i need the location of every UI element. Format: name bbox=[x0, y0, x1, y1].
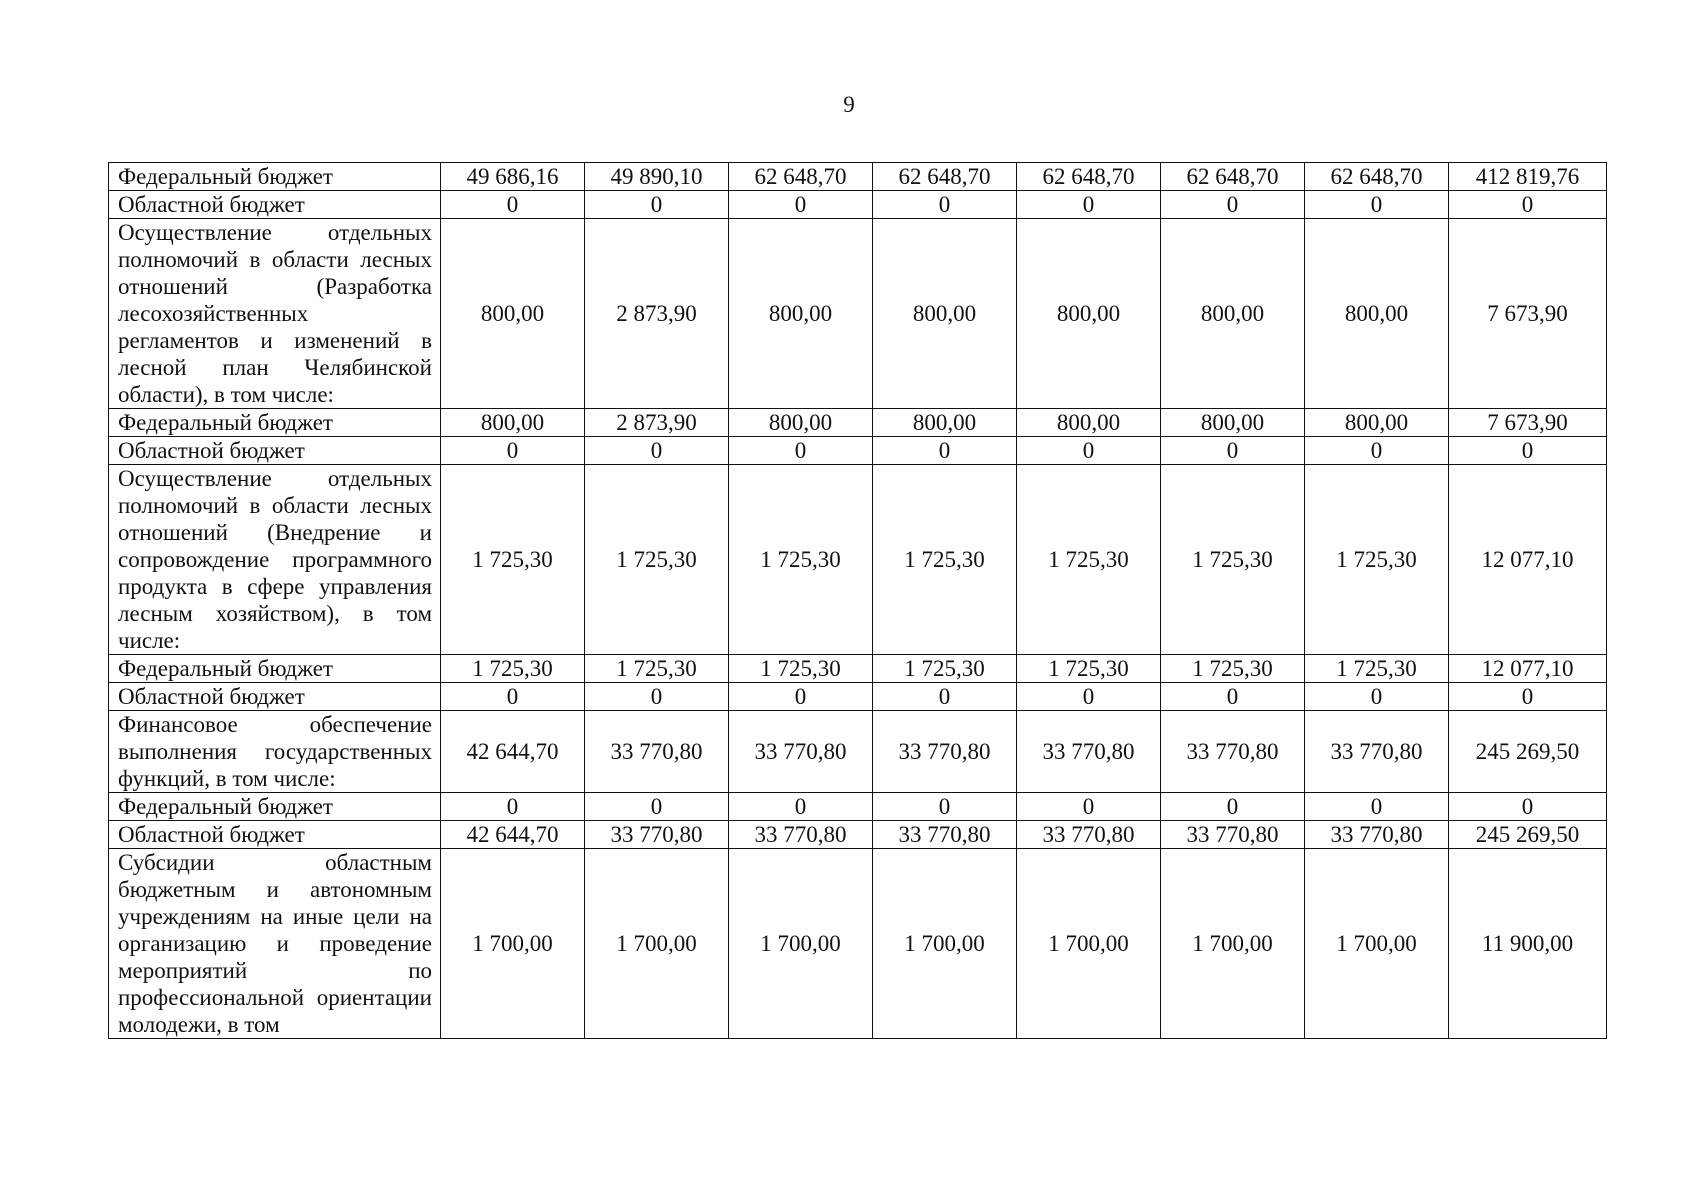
table-cell: 62 648,70 bbox=[1305, 163, 1449, 191]
table-cell: 1 725,30 bbox=[873, 465, 1017, 655]
table-cell: 11 900,00 bbox=[1449, 849, 1607, 1039]
table-cell: 1 700,00 bbox=[441, 849, 585, 1039]
table-cell: 0 bbox=[441, 437, 585, 465]
table-cell: 800,00 bbox=[729, 219, 873, 409]
table-cell: 0 bbox=[1449, 191, 1607, 219]
row-label: Областной бюджет bbox=[109, 191, 441, 219]
table-cell: 1 700,00 bbox=[1161, 849, 1305, 1039]
row-label: Федеральный бюджет bbox=[109, 409, 441, 437]
table-row bbox=[109, 163, 1607, 191]
table-cell: 2 873,90 bbox=[585, 219, 729, 409]
table-cell: 0 bbox=[585, 793, 729, 821]
table-cell: 1 700,00 bbox=[585, 849, 729, 1039]
table-cell: 62 648,70 bbox=[1161, 163, 1305, 191]
table-cell: 33 770,80 bbox=[1161, 821, 1305, 849]
table-cell: 1 700,00 bbox=[1305, 849, 1449, 1039]
table-cell: 62 648,70 bbox=[873, 163, 1017, 191]
table-cell: 0 bbox=[1161, 793, 1305, 821]
table-cell: 0 bbox=[441, 683, 585, 711]
table-cell: 33 770,80 bbox=[873, 711, 1017, 793]
row-label: Федеральный бюджет bbox=[109, 163, 441, 191]
table-cell: 0 bbox=[1161, 683, 1305, 711]
table-cell: 800,00 bbox=[729, 409, 873, 437]
table-cell: 33 770,80 bbox=[1017, 821, 1161, 849]
table-cell: 42 644,70 bbox=[441, 711, 585, 793]
table-cell: 12 077,10 bbox=[1449, 655, 1607, 683]
row-label: Областной бюджет bbox=[109, 821, 441, 849]
table-cell: 0 bbox=[729, 437, 873, 465]
table-cell: 33 770,80 bbox=[1161, 711, 1305, 793]
table-cell: 800,00 bbox=[1017, 219, 1161, 409]
table-cell: 245 269,50 bbox=[1449, 711, 1607, 793]
table-cell: 33 770,80 bbox=[873, 821, 1017, 849]
row-label: Финансовое обеспечение выполнения государственных функций, в том числе: bbox=[109, 711, 441, 793]
table-cell: 0 bbox=[1305, 683, 1449, 711]
table-cell: 0 bbox=[729, 191, 873, 219]
table-cell: 42 644,70 bbox=[441, 821, 585, 849]
row-label: Федеральный бюджет bbox=[109, 793, 441, 821]
table-cell: 0 bbox=[1449, 437, 1607, 465]
table-cell: 33 770,80 bbox=[729, 711, 873, 793]
table-cell: 0 bbox=[873, 793, 1017, 821]
table-cell: 0 bbox=[1017, 683, 1161, 711]
table-row bbox=[109, 711, 1607, 793]
table-cell: 800,00 bbox=[1161, 219, 1305, 409]
table-cell: 800,00 bbox=[441, 219, 585, 409]
table-cell: 1 725,30 bbox=[729, 655, 873, 683]
table-cell: 0 bbox=[729, 683, 873, 711]
table-row bbox=[109, 465, 1607, 655]
table-cell: 33 770,80 bbox=[585, 821, 729, 849]
table-row bbox=[109, 793, 1607, 821]
table-cell: 1 700,00 bbox=[873, 849, 1017, 1039]
table-row bbox=[109, 655, 1607, 683]
table-cell: 0 bbox=[1017, 793, 1161, 821]
table-cell: 800,00 bbox=[1305, 409, 1449, 437]
table-cell: 0 bbox=[873, 437, 1017, 465]
table-cell: 49 890,10 bbox=[585, 163, 729, 191]
table-cell: 33 770,80 bbox=[729, 821, 873, 849]
row-label: Областной бюджет bbox=[109, 437, 441, 465]
table-cell: 62 648,70 bbox=[729, 163, 873, 191]
table-cell: 0 bbox=[1017, 191, 1161, 219]
table-cell: 0 bbox=[585, 191, 729, 219]
table-cell: 1 725,30 bbox=[1305, 465, 1449, 655]
table-cell: 1 725,30 bbox=[1017, 655, 1161, 683]
row-label: Областной бюджет bbox=[109, 683, 441, 711]
table-cell: 33 770,80 bbox=[1017, 711, 1161, 793]
table-cell: 1 700,00 bbox=[1017, 849, 1161, 1039]
table-row bbox=[109, 683, 1607, 711]
table-cell: 800,00 bbox=[1161, 409, 1305, 437]
table-cell: 1 725,30 bbox=[1305, 655, 1449, 683]
table-cell: 0 bbox=[1017, 437, 1161, 465]
table-cell: 33 770,80 bbox=[585, 711, 729, 793]
table-cell: 0 bbox=[873, 683, 1017, 711]
table-cell: 7 673,90 bbox=[1449, 409, 1607, 437]
table-cell: 800,00 bbox=[441, 409, 585, 437]
row-label: Субсидии областным бюджетным и автономным учреждениям на иные цели на организацию и проведение мероприятий по профессиональной ориентации молодежи, в том bbox=[109, 849, 441, 1039]
table-cell: 412 819,76 bbox=[1449, 163, 1607, 191]
table-cell: 0 bbox=[441, 191, 585, 219]
table-cell: 33 770,80 bbox=[1305, 711, 1449, 793]
budget-table-body bbox=[109, 163, 1607, 1039]
table-cell: 800,00 bbox=[1305, 219, 1449, 409]
table-cell: 1 725,30 bbox=[441, 655, 585, 683]
table-cell: 1 725,30 bbox=[585, 655, 729, 683]
table-cell: 0 bbox=[1305, 437, 1449, 465]
table-cell: 1 725,30 bbox=[873, 655, 1017, 683]
table-cell: 0 bbox=[441, 793, 585, 821]
table-cell: 1 725,30 bbox=[1161, 655, 1305, 683]
page-number: 9 bbox=[843, 92, 855, 117]
table-cell: 1 700,00 bbox=[729, 849, 873, 1039]
table-row bbox=[109, 409, 1607, 437]
table-cell: 0 bbox=[729, 793, 873, 821]
table-cell: 2 873,90 bbox=[585, 409, 729, 437]
table-cell: 800,00 bbox=[873, 219, 1017, 409]
table-cell: 49 686,16 bbox=[441, 163, 585, 191]
table-cell: 0 bbox=[1449, 793, 1607, 821]
table-row bbox=[109, 821, 1607, 849]
table-cell: 1 725,30 bbox=[729, 465, 873, 655]
table-cell: 0 bbox=[1305, 191, 1449, 219]
table-row bbox=[109, 219, 1607, 409]
table-cell: 1 725,30 bbox=[585, 465, 729, 655]
table-cell: 33 770,80 bbox=[1305, 821, 1449, 849]
row-label: Осуществление отдельных полномочий в области лесных отношений (Внедрение и сопровождение программного продукта в сфере управления лесным хозяйством), в том числе: bbox=[109, 465, 441, 655]
table-cell: 800,00 bbox=[1017, 409, 1161, 437]
row-label: Осуществление отдельных полномочий в области лесных отношений (Разработка лесохозяйственных регламентов и изменений в лесной план Челябинской области), в том числе: bbox=[109, 219, 441, 409]
table-cell: 12 077,10 bbox=[1449, 465, 1607, 655]
table-cell: 800,00 bbox=[873, 409, 1017, 437]
table-cell: 0 bbox=[585, 437, 729, 465]
table-cell: 0 bbox=[1449, 683, 1607, 711]
table-cell: 7 673,90 bbox=[1449, 219, 1607, 409]
table-cell: 1 725,30 bbox=[1161, 465, 1305, 655]
table-row bbox=[109, 191, 1607, 219]
row-label: Федеральный бюджет bbox=[109, 655, 441, 683]
table-cell: 0 bbox=[873, 191, 1017, 219]
table-cell: 62 648,70 bbox=[1017, 163, 1161, 191]
table-cell: 0 bbox=[585, 683, 729, 711]
table-cell: 245 269,50 bbox=[1449, 821, 1607, 849]
budget-table bbox=[108, 162, 1607, 1039]
table-cell: 0 bbox=[1305, 793, 1449, 821]
table-cell: 0 bbox=[1161, 191, 1305, 219]
table-row bbox=[109, 437, 1607, 465]
table-cell: 0 bbox=[1161, 437, 1305, 465]
table-cell: 1 725,30 bbox=[1017, 465, 1161, 655]
table-row bbox=[109, 849, 1607, 1039]
table-cell: 1 725,30 bbox=[441, 465, 585, 655]
